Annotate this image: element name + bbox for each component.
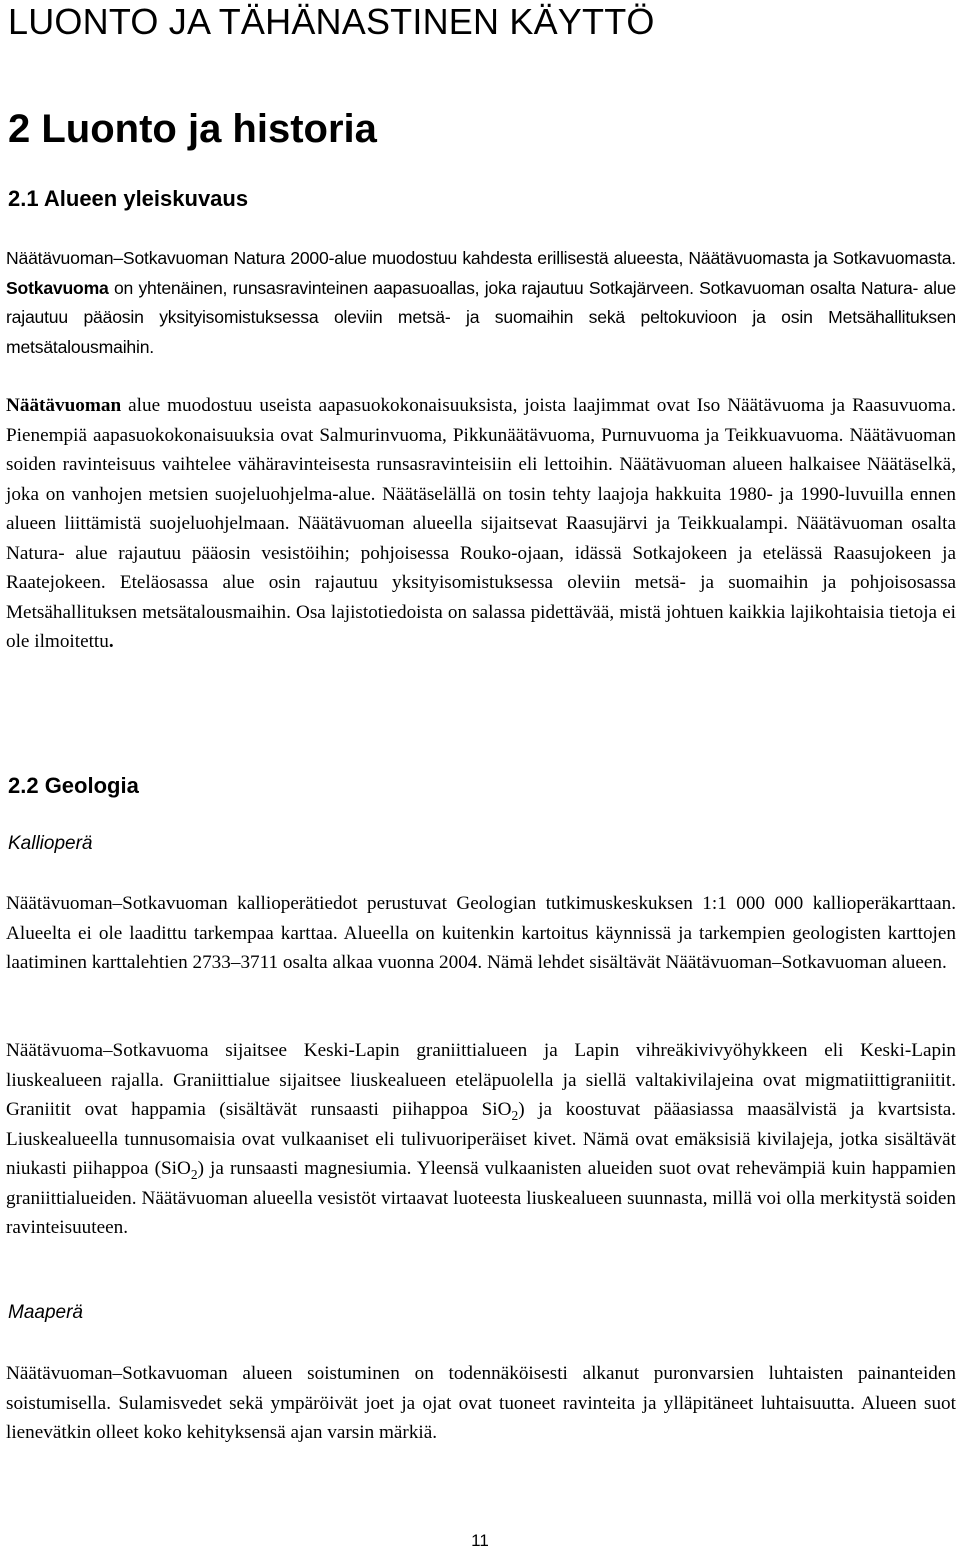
subscript: 2 [190, 1166, 198, 1182]
text-run: on yhtenäinen, runsasravinteinen aapasuoallas, joka rajautuu Sotkajärveen. Sotkavuoman osalta Natura- alue rajautuu pääosin yksityisomistuksessa oleviin metsä- ja suomaihin sekä peltokuvioon ja osin Metsähallituksen metsätalousmaihin. [6, 277, 956, 357]
chapter-heading: LUONTO JA TÄHÄNASTINEN KÄYTTÖ [8, 1, 655, 42]
section-heading-2-1: 2.1 Alueen yleiskuvaus [8, 186, 249, 211]
bold-period: . [108, 631, 114, 652]
subheading-maaperä: Maaperä [8, 1302, 83, 1323]
paragraph-kallioperä-1: Näätävuoman–Sotkavuoman kallioperätiedot perustuvat Geologian tutkimuskeskuksen 1:1 000 000 kallioperäkarttaan. Alueelta ei ole laadittu tarkempaa karttaa. Alueella on kuitenkin kartoitus käynnissä ja tarkempien geologisten karttojen laatiminen karttalehtien 2733–3711 osalta alkaa vuonna 2004. Nämä lehdet sisältävät Näätävuoman–Sotkavuoman alueen. [6, 893, 956, 973]
page-title: 2 Luonto ja historia [8, 107, 377, 151]
text-run: alue muodostuu useista aapasuokokonaisuuksista, joista laajimmat ovat Iso Näätävuoma ja Raasuvuoma. Pienempiä aapasuokokonaisuuksia ovat Salmurinvuoma, Pikkunäätävuoma, Purnuvuoma ja Teikkuavuoma. Näätävuoman soiden ravinteisuus vaihtelee vähäravinteisesta runsasravinteisiin eli lettoihin. Näätävuoman alueen halkaisee Näätäselkä, joka on vanhojen metsien suojeluohjelma-alue. Näätäselällä on tosin tehty laajoja hakkuita 1980- ja 1990-luvuilla ennen alueen liittämistä suojeluohjelmaan. Näätävuoman alueella sijaitsevat Raasujärvi ja Teikkualampi. Näätävuoman osalta Natura- alue rajautuu pääosin vesistöihin; pohjoisessa Rouko-ojaan, idässä Sotkajokeen ja etelässä Raasujokeen ja Raatejokeen. Eteläosassa alue osin rajautuu yksityisomistuksessa oleviin metsä- ja suomaihin ja pohjoisosassa Metsähallituksen metsätalousmaihin. Osa lajistotiedoista on salassa pidettävää, mistä johtuen kaikkia lajikohtaisia tietoja ei ole ilmoitettu [6, 395, 956, 652]
bold-term-sotkavuoma: Sotkavuoma [6, 277, 109, 298]
section-heading-2-2: 2.2 Geologia [8, 773, 139, 798]
text-run: Näätävuoman–Sotkavuoman Natura 2000-alue muodostuu kahdesta erillisestä alueesta, Näätävuomasta ja Sotkavuomasta. [6, 248, 956, 268]
paragraph-yleiskuvaus-1 [6, 244, 956, 362]
text-run: Näätävuoma–Sotkavuoma sijaitsee Keski-Lapin graniittialueen ja Lapin vihreäkivivyöhykkeen eli Keski-Lapin liuskealueen rajalla. Graniittialue sijaitsee liuskealueen eteläpuolella ja siellä valtakivilajeina ovat migmatiittigraniitit. Graniitit ovat happamia (sisältävät runsaasti piihappoa SiO [6, 1040, 956, 1120]
paragraph-kallioperä-2 [6, 1036, 956, 1243]
subscript: 2 [511, 1107, 519, 1123]
text-run: ) ja koostuvat pääasiassa maasälvistä ja kvartsista. Liuskealueella tunnusomaisia ovat vulkaaniset eli tulivuoriperäiset kivet. Nämä ovat emäksisiä kivilajeja, jotka sisältävät niukasti piihappoa (SiO [6, 1099, 957, 1179]
text-run: ) ja runsaasti magnesiumia. Yleensä vulkaanisten alueiden suot ovat rehevämpiä kuin happamien graniittialueiden. Näätävuoman alueella vesistöt virtaavat luoteesta liuskealueen suunnasta, millä voi olla merkitystä soiden ravinteisuuteen. [6, 1158, 957, 1238]
paragraph-maaperä-1: Näätävuoman–Sotkavuoman alueen soistuminen on todennäköisesti alkanut puronvarsien luhtaisten painanteiden soistumisella. Sulamisvedet sekä ympäröivät joet ja ojat ovat tuoneet ravinteita ja ylläpitäneet luhtaisuutta. Alueen suot lienevätkin olleet koko kehityksensä ajan varsin märkiä. [6, 1363, 956, 1443]
subheading-kallioperä: Kallioperä [8, 833, 93, 854]
paragraph-yleiskuvaus-2 [6, 391, 956, 657]
bold-term-naatavuoman: Näätävuoman [6, 395, 122, 416]
page-number: 11 [471, 1531, 489, 1550]
